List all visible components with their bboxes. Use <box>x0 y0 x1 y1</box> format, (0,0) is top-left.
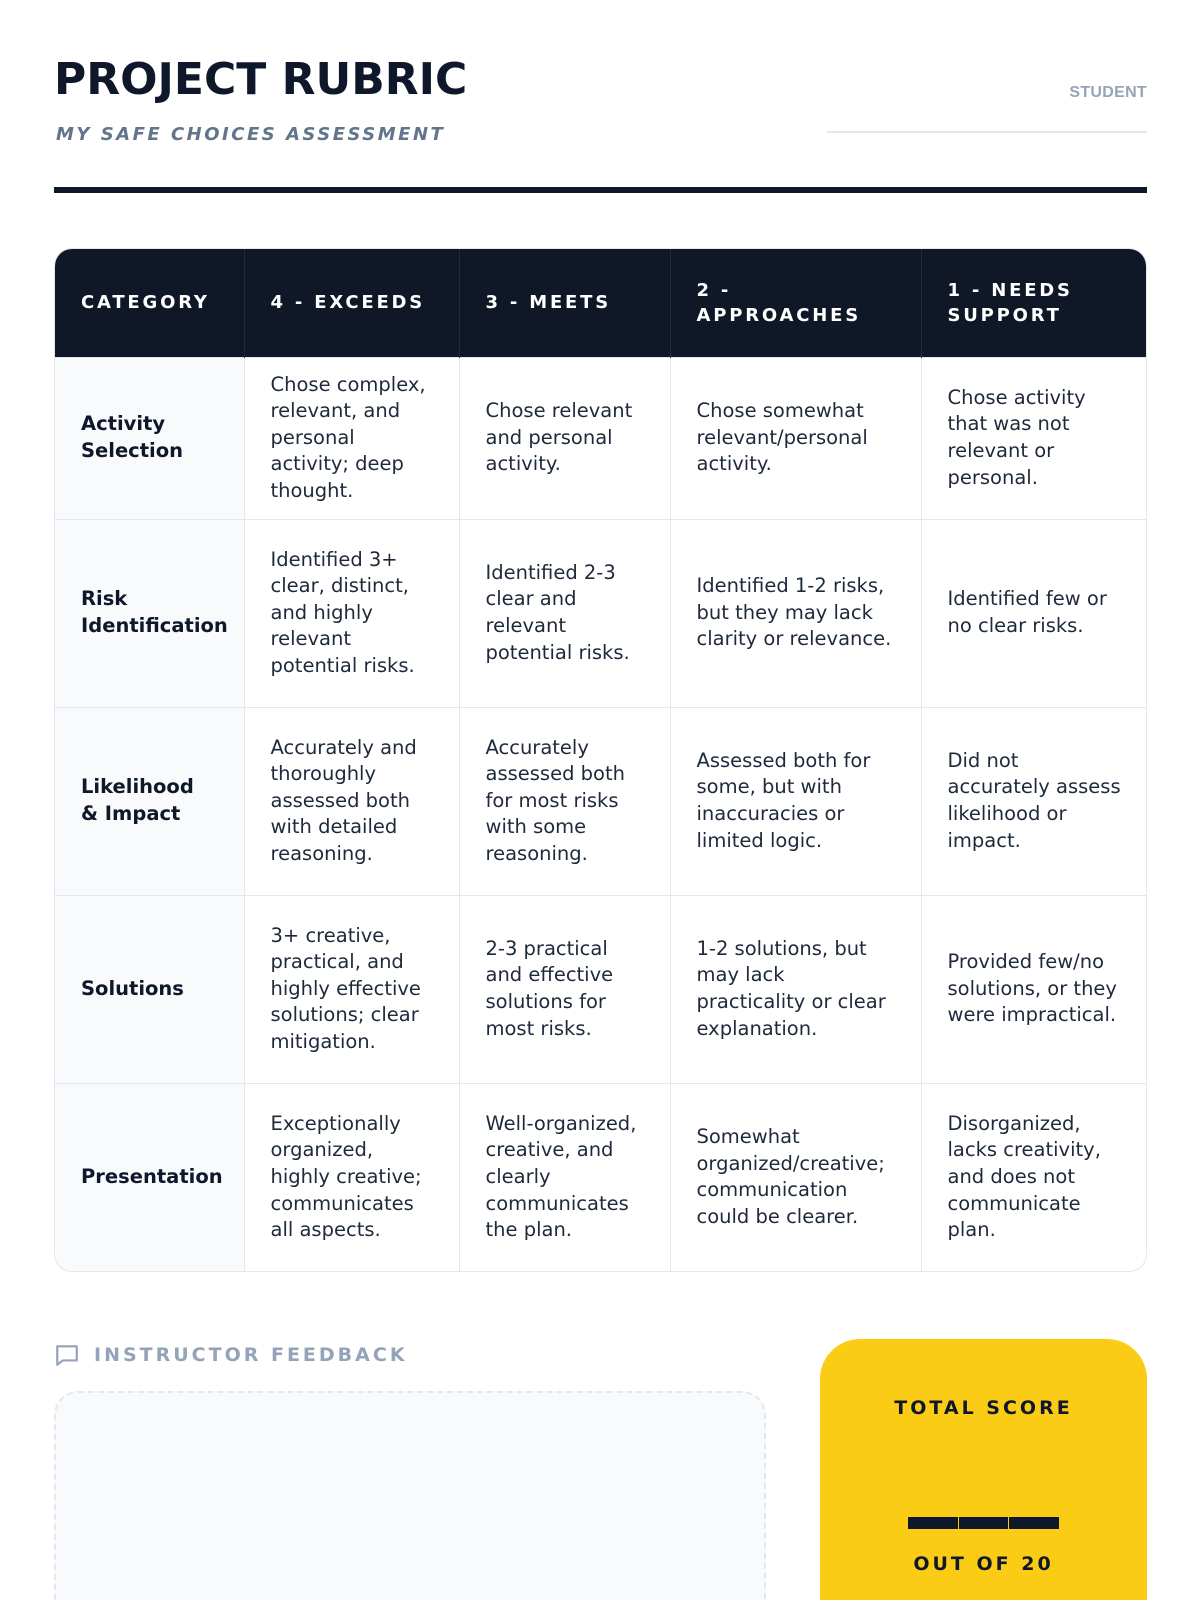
category-cell: Solutions <box>55 895 244 1083</box>
category-cell: Presentation <box>55 1083 244 1271</box>
feedback-label: INSTRUCTOR FEEDBACK <box>94 1344 408 1366</box>
rubric-table <box>54 248 1147 1272</box>
rubric-row-likelihood-impact <box>55 707 1147 895</box>
column-header-exceeds: 4 - EXCEEDS <box>244 249 459 357</box>
criteria-cell-needs-support[interactable]: Disorganized, lacks creativity, and does not communicate plan. <box>921 1083 1147 1271</box>
category-cell: Risk Identification <box>55 519 244 707</box>
rubric-header-row <box>55 249 1147 357</box>
criteria-cell-approaches[interactable]: Chose somewhat relevant/personal activity. <box>670 357 921 519</box>
criteria-cell-exceeds[interactable]: Identified 3+ clear, distinct, and highly relevant potential risks. <box>244 519 459 707</box>
criteria-cell-needs-support[interactable]: Provided few/no solutions, or they were impractical. <box>921 895 1147 1083</box>
criteria-cell-meets[interactable]: 2-3 practical and effective solutions for most risks. <box>459 895 670 1083</box>
criteria-cell-exceeds[interactable]: 3+ creative, practical, and highly effective solutions; clear mitigation. <box>244 895 459 1083</box>
rubric-row-activity-selection <box>55 357 1147 519</box>
column-header-needs-support: 1 - NEEDS SUPPORT <box>921 249 1147 357</box>
student-label: STUDENT <box>1069 84 1147 101</box>
comment-icon <box>54 1342 80 1368</box>
column-header-meets: 3 - MEETS <box>459 249 670 357</box>
criteria-cell-meets[interactable]: Identified 2-3 clear and relevant potential risks. <box>459 519 670 707</box>
total-score-label: TOTAL SCORE <box>894 1397 1073 1419</box>
criteria-cell-needs-support[interactable]: Identified few or no clear risks. <box>921 519 1147 707</box>
criteria-cell-meets[interactable]: Accurately assessed both for most risks with some reasoning. <box>459 707 670 895</box>
category-cell: Activity Selection <box>55 357 244 519</box>
category-cell: Likelihood & Impact <box>55 707 244 895</box>
feedback-heading <box>54 1340 408 1370</box>
header-divider <box>54 187 1147 193</box>
total-score-card <box>820 1339 1147 1600</box>
rubric-row-risk-identification <box>55 519 1147 707</box>
page-header <box>54 54 1147 194</box>
criteria-cell-exceeds[interactable]: Accurately and thoroughly assessed both with detailed reasoning. <box>244 707 459 895</box>
criteria-cell-needs-support[interactable]: Did not accurately assess likelihood or impact. <box>921 707 1147 895</box>
criteria-cell-meets[interactable]: Well-organized, creative, and clearly communicates the plan. <box>459 1083 670 1271</box>
criteria-cell-needs-support[interactable]: Chose activity that was not relevant or personal. <box>921 357 1147 519</box>
criteria-cell-exceeds[interactable]: Chose complex, relevant, and personal activity; deep thought. <box>244 357 459 519</box>
feedback-textarea[interactable] <box>54 1391 766 1600</box>
criteria-cell-meets[interactable]: Chose relevant and personal activity. <box>459 357 670 519</box>
rubric-row-solutions <box>55 895 1147 1083</box>
column-header-category: CATEGORY <box>55 249 244 357</box>
criteria-cell-approaches[interactable]: 1-2 solutions, but may lack practicality or clear explanation. <box>670 895 921 1083</box>
score-input[interactable] <box>908 1517 1059 1529</box>
criteria-cell-approaches[interactable]: Assessed both for some, but with inaccuracies or limited logic. <box>670 707 921 895</box>
column-header-approaches: 2 - APPROACHES <box>670 249 921 357</box>
page-title: PROJECT RUBRIC <box>54 54 468 105</box>
criteria-cell-exceeds[interactable]: Exceptionally organized, highly creative; communicates all aspects. <box>244 1083 459 1271</box>
criteria-cell-approaches[interactable]: Somewhat organized/creative; communication could be clearer. <box>670 1083 921 1271</box>
score-out-of: OUT OF 20 <box>913 1553 1054 1575</box>
rubric-row-presentation <box>55 1083 1147 1271</box>
criteria-cell-approaches[interactable]: Identified 1-2 risks, but they may lack clarity or relevance. <box>670 519 921 707</box>
student-name-field[interactable] <box>827 131 1147 133</box>
page-subtitle: MY SAFE CHOICES ASSESSMENT <box>56 124 446 145</box>
